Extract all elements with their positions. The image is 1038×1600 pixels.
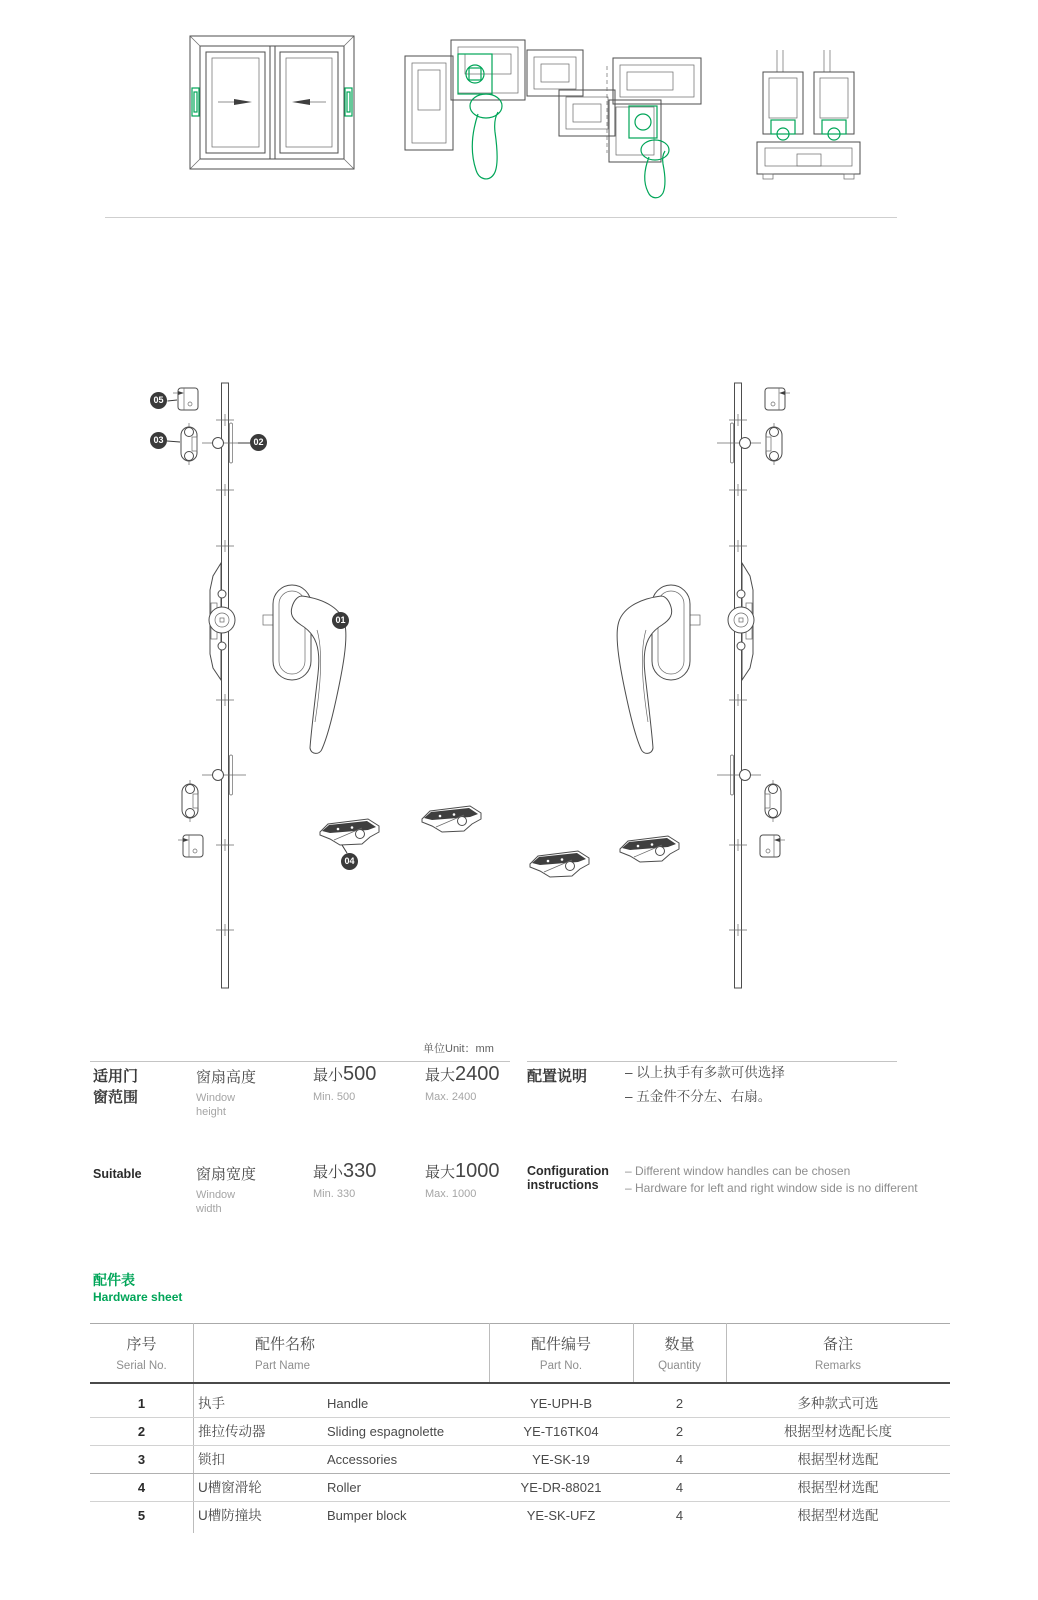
row-sep-1	[90, 1417, 950, 1418]
cell-name-cn: U槽防撞块	[198, 1508, 262, 1523]
top-technical-drawings	[180, 28, 880, 200]
col-header-name-en: Part Name	[255, 1360, 310, 1372]
cell-remark: 根据型材选配	[797, 1452, 879, 1467]
config-notes-en: – Different window handles can be chosen – Hardware for left and right window side is no different	[625, 1164, 918, 1195]
callout-01: 01	[332, 612, 349, 629]
roller-2	[422, 806, 481, 832]
col-header-serial-en: Serial No.	[116, 1360, 167, 1372]
cell-no: 4	[137, 1480, 146, 1495]
col-header-remarks-en: Remarks	[814, 1360, 861, 1372]
window-handle-left-icon	[192, 88, 199, 116]
col-header-serial-cn: 序号	[126, 1336, 157, 1353]
col-header-partno-cn: 配件编号	[530, 1336, 591, 1353]
cell-name-en: Handle	[327, 1396, 369, 1411]
roller-4	[620, 836, 679, 862]
cell-part-no: YE-SK-19	[532, 1452, 590, 1467]
cell-qty: 4	[675, 1508, 684, 1523]
header-sep-1	[193, 1323, 194, 1382]
spec-min-height: 最小500 Min. 500	[313, 1063, 377, 1103]
hardware-table	[90, 1323, 950, 1538]
unit-label: 单位Unit：mm	[423, 1043, 494, 1055]
callout-05: 05	[150, 392, 167, 409]
cell-no: 3	[137, 1452, 146, 1467]
cell-name-cn: 执手	[198, 1396, 225, 1411]
spec-param-height: 窗扇高度 Window height	[196, 1069, 257, 1118]
cell-name-en: Sliding espagnolette	[327, 1424, 445, 1439]
spec-max-height: 最大2400 Max. 2400	[425, 1063, 500, 1103]
config-title-cn: 配置说明	[527, 1068, 588, 1085]
col-header-remarks-cn: 备注	[822, 1336, 853, 1353]
cell-qty: 2	[675, 1396, 684, 1411]
assembly-left	[173, 383, 346, 988]
col-header-qty-cn: 数量	[664, 1336, 695, 1353]
spec-rule-left	[90, 1061, 510, 1062]
cell-name-en: Roller	[327, 1480, 361, 1495]
col-header-partno-en: Part No.	[539, 1360, 583, 1372]
spec-group-title: 适用门 窗范围	[93, 1068, 139, 1106]
header-bottom-border	[90, 1382, 950, 1384]
cell-part-no: YE-SK-UFZ	[526, 1508, 596, 1523]
spec-max-width: 最大1000 Max. 1000	[425, 1160, 500, 1200]
col-header-qty-en: Quantity	[658, 1360, 701, 1372]
cell-remark: 根据型材选配	[797, 1508, 879, 1523]
roller-section-icon	[771, 120, 846, 140]
gearbox-icon	[629, 106, 657, 138]
cell-qty: 4	[675, 1480, 684, 1495]
assembly-right	[617, 383, 790, 988]
cell-no: 1	[137, 1396, 146, 1411]
cell-no: 5	[137, 1508, 146, 1523]
cell-remark: 根据型材选配	[797, 1480, 879, 1495]
spec-min-width: 最小330 Min. 330	[313, 1160, 377, 1200]
cell-name-en: Accessories	[327, 1452, 398, 1467]
spec-param-width: 窗扇宽度 Window width	[196, 1166, 257, 1215]
row-sep-4	[90, 1501, 950, 1502]
col-header-name-cn: 配件名称	[255, 1336, 316, 1353]
table-top-border	[90, 1323, 950, 1324]
row-sep-2	[90, 1445, 950, 1446]
row-sep-3	[90, 1473, 950, 1474]
callout-02: 02	[250, 434, 267, 451]
config-notes-cn: – 以上执手有多款可供选择 – 五金件不分左、右扇。	[625, 1065, 785, 1104]
profile-section-interlock-drawing	[527, 50, 615, 136]
cell-remark: 根据型材选配长度	[784, 1424, 892, 1439]
window-elevation-drawing	[190, 36, 354, 169]
callout-03: 03	[150, 432, 167, 449]
profile-section-sill-drawing	[757, 50, 860, 179]
handle-section-icon	[470, 94, 502, 179]
cell-qty: 4	[675, 1452, 684, 1467]
callout-04: 04	[341, 853, 358, 870]
roller-1	[320, 819, 379, 845]
roller-3	[530, 851, 589, 877]
slide-direction-arrows	[218, 99, 326, 105]
config-title-en: Configuration instructions	[527, 1164, 609, 1192]
exploded-hardware-diagram	[140, 378, 800, 993]
cell-no: 2	[137, 1424, 146, 1439]
cell-name-cn: 锁扣	[198, 1452, 225, 1467]
body-sep-1	[193, 1384, 194, 1533]
spec-group-title-en: Suitable	[93, 1167, 142, 1181]
cell-part-no: YE-DR-88021	[520, 1480, 602, 1495]
cell-part-no: YE-T16TK04	[523, 1424, 599, 1439]
cell-qty: 2	[675, 1424, 684, 1439]
cell-remark: 多种款式可选	[797, 1396, 879, 1411]
section-divider	[105, 217, 897, 218]
handle-section-icon	[641, 140, 669, 198]
window-handle-right-icon	[345, 88, 352, 116]
cell-name-cn: U槽窗滑轮	[198, 1480, 262, 1495]
cell-part-no: YE-UPH-B	[529, 1396, 593, 1411]
cell-name-en: Bumper block	[327, 1508, 407, 1523]
hardware-sheet-label: 配件表 Hardware sheet	[93, 1272, 183, 1304]
cell-name-cn: 推拉传动器	[198, 1424, 266, 1439]
profile-section-gearbox-mirror-drawing	[607, 58, 701, 198]
profile-section-gearbox-drawing	[405, 40, 525, 179]
